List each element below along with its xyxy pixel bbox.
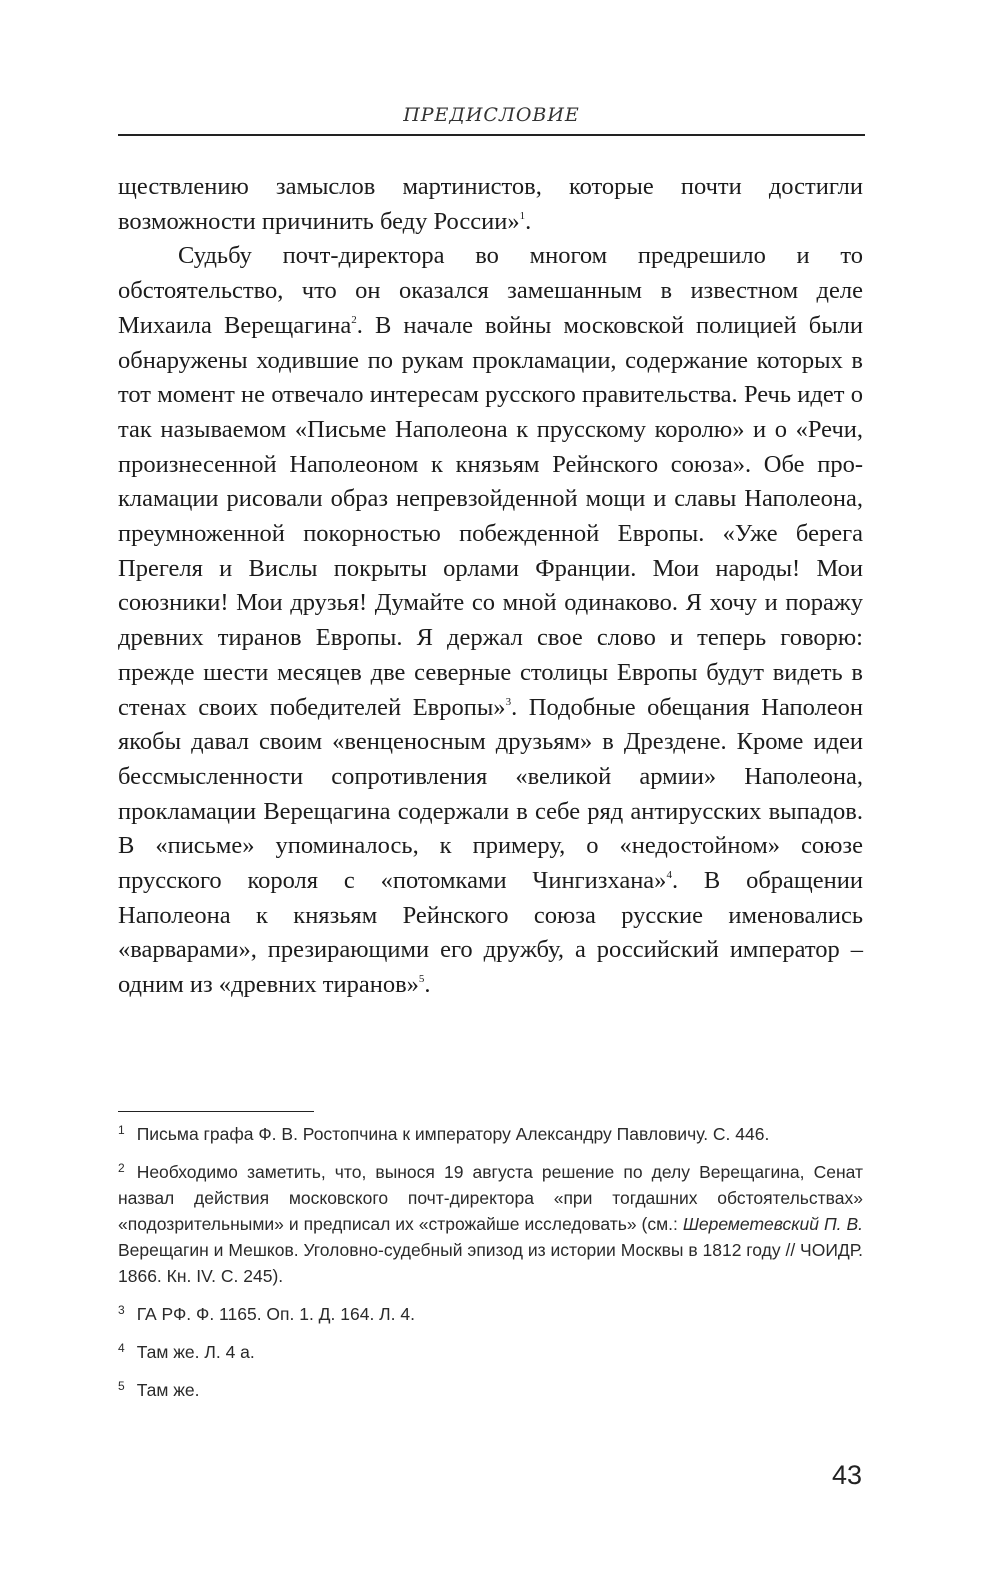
text-run: ществлению замыслов мартинистов, которые почти достигли возможности причинить беду России» bbox=[118, 173, 863, 235]
footnote-ref: 5 bbox=[418, 973, 425, 986]
text-run: . В начале войны московской полицией были обнаружены ходившие по рукам прокламации, содержание которых в тот момент не отвечало интересам русского правительства. Речь идет о так называемом «Письме Наполеона к прусскому королю» и о «Речи, произнесенной Наполеоном к князьям Рейнского союза». Обе прокламации рисовали образ непревзойденной мощи и славы Наполеона, преумноженной покорностью побежденной Европы. «Уже берега Прегеля и Вислы покрыты орлами Франции. Мои народы! Мои союзники! Мои друзья! Думайте со мной одинаково. Я хочу и поражу древних тиранов Европы. Я держал свое слово и теперь говорю: прежде шести месяцев две северные столицы Европы будут видеть в стенах своих победителей Европы» bbox=[118, 311, 863, 721]
text-run: Там же. bbox=[136, 1380, 200, 1400]
main-text bbox=[118, 170, 863, 1003]
text-run: ГА РФ. Ф. 1165. Оп. 1. Д. 164. Л. 4. bbox=[136, 1304, 415, 1324]
footnote-number: 4 bbox=[118, 1341, 125, 1355]
text-run: Письма графа Ф. В. Ростопчина к императору Александру Павловичу. С. 446. bbox=[136, 1124, 770, 1144]
paragraph bbox=[118, 239, 863, 1002]
footnote-number: 5 bbox=[118, 1379, 125, 1393]
footnote bbox=[118, 1159, 863, 1289]
footnote-ref: 4 bbox=[666, 869, 672, 882]
text-run: . bbox=[424, 971, 431, 999]
footnote bbox=[118, 1377, 863, 1403]
text-run: Судьбу почт-директора во многом предрешило и то обстоятельство, что он оказался замешанным в известном деле Михаила Верещагина bbox=[118, 242, 863, 339]
footnote-ref: 2 bbox=[351, 313, 357, 326]
footnote bbox=[118, 1121, 863, 1147]
footnote-ref: 1 bbox=[519, 209, 526, 222]
footnote-number: 1 bbox=[118, 1123, 125, 1137]
footnote-separator bbox=[118, 1111, 314, 1112]
author-name: Шереметевский П. В. bbox=[682, 1214, 864, 1234]
footnotes bbox=[118, 1121, 863, 1415]
footnote-ref: 3 bbox=[505, 695, 512, 708]
text-run: Верещагин и Мешков. Уголовно-судебный эпизод из истории Москвы в 1812 году // ЧОИДР. 1866. Кн. IV. С. 245). bbox=[118, 1240, 863, 1286]
footnote-number: 3 bbox=[118, 1303, 125, 1317]
text-run: . Подобные обещания Наполеон якобы давал своим «венценосным друзьям» в Дрездене. Кроме идеи бессмысленности сопротивления «великой армии» Наполеона, прокламации Верещагина содержали в себе ряд антирусских выпадов. В «письме» упоминалось, к примеру, о «недостойном» союзе прусского короля с «потомками Чингизхана» bbox=[118, 693, 863, 895]
text-run: Там же. Л. 4 а. bbox=[136, 1342, 255, 1362]
footnote bbox=[118, 1339, 863, 1365]
footnote-number: 2 bbox=[118, 1161, 125, 1175]
footnote bbox=[118, 1301, 863, 1327]
paragraph bbox=[118, 170, 863, 239]
text-run: Необходимо заметить, что, вынося 19 августа решение по делу Верещагина, Сенат назвал действия московского почт-директора «при тогдашних обстоятельствах» «подозрительными» и предписал их «строжайше исследовать» (см.: bbox=[118, 1162, 863, 1234]
page-number: 43 bbox=[831, 1460, 862, 1490]
text-run: . В обращении Наполеона к князьям Рейнского союза русские именовались «варварами», презирающими его дружбу, а российский император – одним из «древних тиранов» bbox=[118, 867, 863, 999]
text-run: . bbox=[525, 207, 532, 235]
running-header: ПРЕДИСЛОВИЕ bbox=[118, 104, 865, 136]
